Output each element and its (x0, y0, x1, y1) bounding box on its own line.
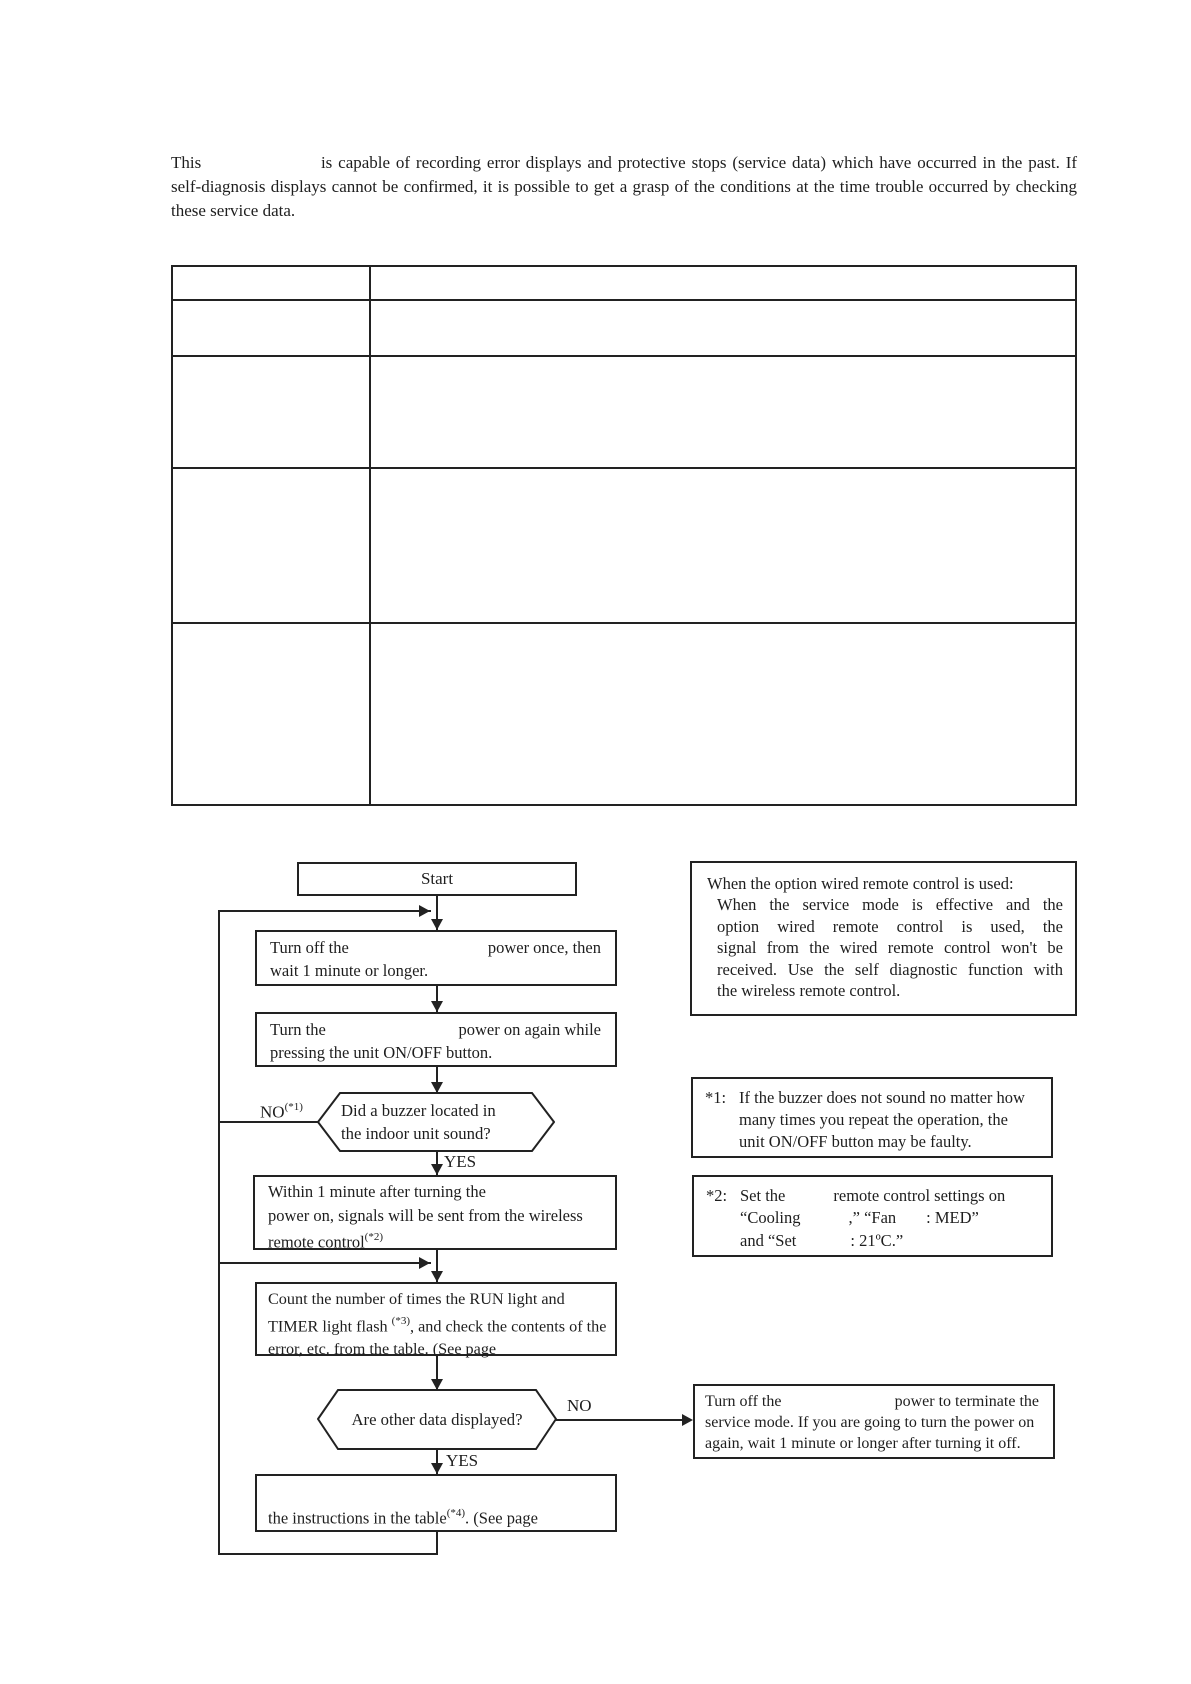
note-text: Turn off the (705, 1393, 782, 1410)
note-text: If the buzzer does not sound no matter how (739, 1088, 1025, 1107)
step-text: the instructions in the table (268, 1508, 447, 1528)
note-text: unit ON/OFF button may be faulty. (739, 1132, 972, 1151)
step-text: power on again while (458, 1020, 601, 1039)
decision-text: Did a buzzer located in (341, 1101, 496, 1120)
note-line (705, 1391, 1039, 1412)
step-text: error, etc. from the table. (See page (268, 1340, 497, 1359)
table-column-divider (369, 267, 371, 804)
decision-other-data-text: Are other data displayed? (351, 1410, 523, 1429)
arrowhead-right (419, 905, 430, 917)
blank-space (207, 167, 315, 168)
step-text: Within 1 minute after turning the (268, 1182, 486, 1201)
note-terminate-service-mode (693, 1384, 1055, 1459)
step-text: pressing the unit ON/OFF button. (270, 1043, 493, 1062)
table-row-divider (173, 622, 1075, 624)
note-text: : 21ºC.” (850, 1230, 904, 1250)
note-text: “Cooling (740, 1208, 801, 1228)
table-row-divider (173, 299, 1075, 301)
note-marker: *1: (705, 1088, 727, 1107)
note-marker: *2: (706, 1186, 728, 1205)
note-asterisk-2 (692, 1175, 1053, 1257)
step-line (270, 1018, 601, 1041)
note-text: the wireless remote control. (717, 981, 901, 1001)
step-text: , and check the contents of the (409, 1317, 607, 1336)
arrowhead-right (419, 1257, 430, 1269)
arrowhead-down (431, 1001, 443, 1012)
note-text: ,” “Fan (848, 1208, 897, 1228)
no-label-2: NO (567, 1396, 592, 1415)
yes-label-1: YES (444, 1152, 477, 1171)
note-text: again, wait 1 minute or longer after turning it off. (705, 1435, 1021, 1452)
step-text: power on, signals will be sent from the wireless (268, 1205, 583, 1225)
table-row-divider (173, 467, 1075, 469)
no-footnote-ref: (*1) (284, 1101, 303, 1113)
service-data-table (171, 265, 1077, 806)
note-text: When the service mode is effective and the (717, 895, 1063, 915)
step-text: remote control (268, 1232, 365, 1252)
arrowhead-down (431, 1463, 443, 1474)
note-text: signal from the wired remote control won't be (717, 938, 1063, 958)
note-text: Set the (740, 1186, 786, 1205)
footnote-ref: (*3) (391, 1315, 410, 1327)
flow-step-count-flashes (255, 1282, 617, 1359)
step-text: power once, then (487, 938, 601, 957)
note-body (739, 1087, 1025, 1156)
flow-step-power-on (255, 1012, 617, 1067)
arrowhead-down (431, 919, 443, 930)
arrowhead-right (682, 1414, 693, 1426)
note-text: received. Use the self diagnostic function with (717, 959, 1063, 979)
no-label-1 (260, 1097, 303, 1124)
intro-paragraph (171, 151, 1077, 222)
flow-step-signals (253, 1175, 617, 1250)
note-body (740, 1185, 1005, 1255)
step-line (268, 1227, 607, 1254)
step-text: Count the number of times the RUN light and (268, 1290, 565, 1308)
decision-text: the indoor unit sound? (341, 1124, 491, 1143)
footnote-ref: (*4) (446, 1507, 466, 1519)
arrowhead-down (431, 1271, 443, 1282)
intro-text-before-blank: This (171, 153, 202, 172)
flow-step-follow-instructions (255, 1474, 617, 1532)
connector-line (218, 910, 431, 912)
flow-step-power-off (255, 930, 617, 986)
no-text: NO (260, 1102, 285, 1122)
table-row-divider (173, 355, 1075, 357)
note-text: many times you repeat the operation, the (739, 1110, 1008, 1129)
step-line (268, 1311, 609, 1338)
flow-start-node (297, 862, 577, 896)
note-text: option wired remote control is used, the (717, 916, 1063, 936)
step-line (270, 936, 601, 959)
note-text: When the option wired remote control is used: (707, 874, 1014, 893)
step-line (268, 1503, 607, 1530)
note-text: and “Set (740, 1230, 797, 1250)
note-line (740, 1230, 1005, 1252)
yes-label-2: YES (446, 1451, 479, 1470)
no-branch-line (556, 1419, 688, 1421)
note-line (740, 1207, 1005, 1229)
footnote-ref: (*2) (364, 1231, 383, 1243)
note-text: service mode. If you are going to turn the power on (705, 1414, 1035, 1431)
connector-line (218, 1262, 431, 1264)
note-line (740, 1185, 1005, 1207)
note-text: : MED” (926, 1208, 979, 1228)
note-text: power to terminate the (894, 1393, 1039, 1410)
step-text: Turn the (270, 1020, 326, 1039)
note-text: remote control settings on (833, 1186, 1006, 1205)
start-label: Start (420, 869, 454, 888)
intro-text-after-blank: is capable of recording error displays and protective stops (service data) which have occurred in the past. If self-diagnosis displays cannot be confirmed, it is possible to get a grasp of the conditions at the time trouble occurred by checking these service data. (171, 153, 1078, 220)
step-text: . (See page (465, 1508, 538, 1528)
step-text: Turn off the (270, 938, 349, 957)
step-text: wait 1 minute or longer. (270, 961, 429, 980)
loop-line (436, 1531, 438, 1555)
note-wired-remote (690, 861, 1077, 1016)
decision-buzzer-text (341, 1099, 551, 1145)
step-text: TIMER light flash (268, 1317, 392, 1336)
loop-line (218, 1553, 438, 1555)
feedback-line (218, 910, 220, 1555)
arrowhead-down (431, 1164, 443, 1175)
note-asterisk-1 (691, 1077, 1053, 1158)
